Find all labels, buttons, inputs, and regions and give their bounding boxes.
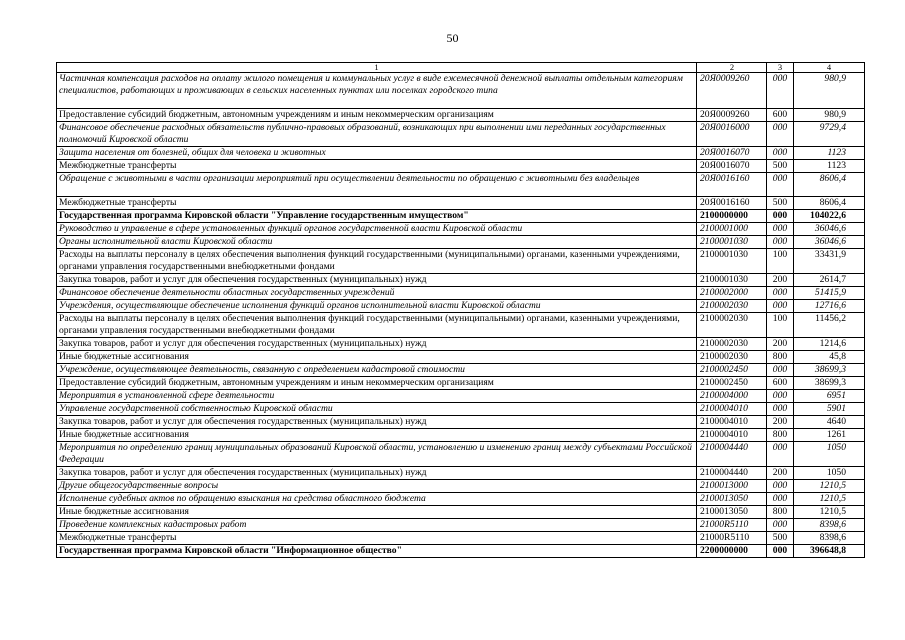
row-type: 200 (767, 467, 794, 480)
row-name: Проведение комплексных кадастровых работ (57, 519, 697, 532)
row-code: 2100002030 (697, 351, 767, 364)
table-row (57, 223, 865, 236)
table-row (57, 122, 865, 147)
header-col-4: 4 (794, 63, 865, 73)
row-type: 600 (767, 109, 794, 122)
row-amount: 8606,4 (794, 173, 865, 197)
row-code: 21000R5110 (697, 532, 767, 545)
row-code: 20Я0016070 (697, 160, 767, 173)
table-row (57, 160, 865, 173)
table-row (57, 519, 865, 532)
row-code: 2100004000 (697, 390, 767, 403)
row-code: 2100013050 (697, 506, 767, 519)
row-name: Учреждения, осуществляющие обеспечение исполнения функций органов исполнительной власти Кировской области (57, 300, 697, 313)
row-code: 21000R5110 (697, 519, 767, 532)
row-name: Государственная программа Кировской области "Информационное общество" (57, 545, 697, 558)
table-row (57, 403, 865, 416)
table-row (57, 480, 865, 493)
row-code: 2100013000 (697, 480, 767, 493)
row-type: 000 (767, 480, 794, 493)
row-name: Руководство и управление в сфере установленных функций органов государственной власти Кировской области (57, 223, 697, 236)
row-type: 000 (767, 122, 794, 147)
row-amount: 36046,6 (794, 223, 865, 236)
row-type: 000 (767, 493, 794, 506)
table-header-row (57, 63, 865, 73)
table-row (57, 147, 865, 160)
row-amount: 51415,9 (794, 287, 865, 300)
row-name: Иные бюджетные ассигнования (57, 429, 697, 442)
row-code: 20Я0016160 (697, 173, 767, 197)
row-type: 000 (767, 73, 794, 109)
row-amount: 1050 (794, 467, 865, 480)
table-row (57, 338, 865, 351)
row-name: Органы исполнительной власти Кировской области (57, 236, 697, 249)
row-type: 000 (767, 442, 794, 467)
row-type: 000 (767, 300, 794, 313)
row-type: 800 (767, 506, 794, 519)
row-amount: 38699,3 (794, 364, 865, 377)
row-code: 2100004010 (697, 416, 767, 429)
table-row (57, 416, 865, 429)
row-type: 000 (767, 210, 794, 223)
row-amount: 1214,6 (794, 338, 865, 351)
row-type: 000 (767, 364, 794, 377)
row-name: Частичная компенсация расходов на оплату жилого помещения и коммунальных услуг в виде ежемесячной денежной выплаты отдельным категориям специалистов, работающих и проживающих в сельских населенных пунктах или поселках городского типа (57, 73, 697, 109)
row-code: 20Я0016070 (697, 147, 767, 160)
row-amount: 104022,6 (794, 210, 865, 223)
table-row (57, 467, 865, 480)
row-code: 2100002000 (697, 287, 767, 300)
row-name: Предоставление субсидий бюджетным, автономным учреждениям и иным некоммерческим организациям (57, 109, 697, 122)
row-type: 000 (767, 287, 794, 300)
table-row (57, 300, 865, 313)
row-amount: 980,9 (794, 73, 865, 109)
row-code: 2100002450 (697, 364, 767, 377)
row-name: Учреждение, осуществляющее деятельность, связанную с определением кадастровой стоимости (57, 364, 697, 377)
row-code: 2100002030 (697, 338, 767, 351)
row-amount: 1261 (794, 429, 865, 442)
row-code: 2100004440 (697, 442, 767, 467)
row-amount: 1123 (794, 147, 865, 160)
row-type: 500 (767, 197, 794, 210)
header-col-3: 3 (767, 63, 794, 73)
row-code: 2100001030 (697, 236, 767, 249)
table-row (57, 197, 865, 210)
header-col-2: 2 (697, 63, 767, 73)
row-amount: 1210,5 (794, 493, 865, 506)
row-amount: 2614,7 (794, 274, 865, 287)
table-row (57, 73, 865, 109)
table-row (57, 236, 865, 249)
row-amount: 12716,6 (794, 300, 865, 313)
row-type: 000 (767, 519, 794, 532)
table-row (57, 364, 865, 377)
row-type: 500 (767, 532, 794, 545)
row-name: Межбюджетные трансферты (57, 197, 697, 210)
row-amount: 9729,4 (794, 122, 865, 147)
row-code: 20Я0009260 (697, 109, 767, 122)
row-name: Другие общегосударственные вопросы (57, 480, 697, 493)
row-amount: 8398,6 (794, 519, 865, 532)
row-code: 2100004440 (697, 467, 767, 480)
row-type: 100 (767, 313, 794, 338)
table-row (57, 429, 865, 442)
row-type: 100 (767, 249, 794, 274)
row-code: 20Я0016000 (697, 122, 767, 147)
row-name: Предоставление субсидий бюджетным, автономным учреждениям и иным некоммерческим организациям (57, 377, 697, 390)
row-amount: 1210,5 (794, 506, 865, 519)
row-name: Закупка товаров, работ и услуг для обеспечения государственных (муниципальных) нужд (57, 274, 697, 287)
row-name: Мероприятия в установленной сфере деятельности (57, 390, 697, 403)
row-code: 2100004010 (697, 429, 767, 442)
budget-table (56, 62, 865, 558)
row-code: 20Я0016160 (697, 197, 767, 210)
row-name: Исполнение судебных актов по обращению взыскания на средства областного бюджета (57, 493, 697, 506)
row-name: Иные бюджетные ассигнования (57, 506, 697, 519)
row-amount: 1210,5 (794, 480, 865, 493)
table-row (57, 532, 865, 545)
row-type: 200 (767, 274, 794, 287)
row-name: Расходы на выплаты персоналу в целях обеспечения выполнения функций государственными (муниципальными) органами, казенными учреждениями, органами управления государственными внебюджетными фондами (57, 249, 697, 274)
row-name: Управление государственной собственностью Кировской области (57, 403, 697, 416)
row-amount: 5901 (794, 403, 865, 416)
row-type: 200 (767, 338, 794, 351)
row-amount: 36046,6 (794, 236, 865, 249)
header-col-1: 1 (57, 63, 697, 73)
table-row (57, 109, 865, 122)
row-code: 2100002030 (697, 300, 767, 313)
table-row (57, 390, 865, 403)
row-amount: 33431,9 (794, 249, 865, 274)
row-type: 500 (767, 160, 794, 173)
table-row (57, 287, 865, 300)
row-name: Закупка товаров, работ и услуг для обеспечения государственных (муниципальных) нужд (57, 467, 697, 480)
row-amount: 980,9 (794, 109, 865, 122)
table-row (57, 313, 865, 338)
row-code: 2100002450 (697, 377, 767, 390)
row-name: Защита населения от болезней, общих для человека и животных (57, 147, 697, 160)
row-name: Закупка товаров, работ и услуг для обеспечения государственных (муниципальных) нужд (57, 416, 697, 429)
row-code: 20Я0009260 (697, 73, 767, 109)
row-amount: 11456,2 (794, 313, 865, 338)
table-row (57, 506, 865, 519)
row-name: Финансовое обеспечение деятельности областных государственных учреждений (57, 287, 697, 300)
row-type: 000 (767, 236, 794, 249)
row-code: 2100000000 (697, 210, 767, 223)
row-type: 000 (767, 545, 794, 558)
row-amount: 8606,4 (794, 197, 865, 210)
row-code: 2100004010 (697, 403, 767, 416)
row-type: 000 (767, 147, 794, 160)
table-row (57, 442, 865, 467)
row-type: 800 (767, 429, 794, 442)
row-type: 200 (767, 416, 794, 429)
table-row (57, 274, 865, 287)
row-code: 2100013050 (697, 493, 767, 506)
row-code: 2100002030 (697, 313, 767, 338)
row-name: Закупка товаров, работ и услуг для обеспечения государственных (муниципальных) нужд (57, 338, 697, 351)
page-number: 50 (446, 31, 459, 45)
row-amount: 1123 (794, 160, 865, 173)
row-amount: 6951 (794, 390, 865, 403)
row-type: 600 (767, 377, 794, 390)
table-row (57, 377, 865, 390)
row-amount: 45,8 (794, 351, 865, 364)
row-name: Межбюджетные трансферты (57, 160, 697, 173)
row-amount: 8398,6 (794, 532, 865, 545)
row-type: 000 (767, 223, 794, 236)
row-amount: 38699,3 (794, 377, 865, 390)
table-row (57, 493, 865, 506)
row-amount: 4640 (794, 416, 865, 429)
row-type: 000 (767, 173, 794, 197)
row-name: Межбюджетные трансферты (57, 532, 697, 545)
row-name: Мероприятия по определению границ муниципальных образований Кировской области, установлению и изменению границ между субъектами Российской Федерации (57, 442, 697, 467)
row-code: 2100001030 (697, 249, 767, 274)
row-type: 000 (767, 390, 794, 403)
row-type: 800 (767, 351, 794, 364)
table-row (57, 545, 865, 558)
row-name: Обращение с животными в части организации мероприятий при осуществлении деятельности по обращению с животными без владельцев (57, 173, 697, 197)
row-name: Расходы на выплаты персоналу в целях обеспечения выполнения функций государственными (муниципальными) органами, казенными учреждениями, органами управления государственными внебюджетными фондами (57, 313, 697, 338)
row-name: Иные бюджетные ассигнования (57, 351, 697, 364)
table-row (57, 173, 865, 197)
row-name: Государственная программа Кировской области "Управление государственным имуществом" (57, 210, 697, 223)
table-row (57, 210, 865, 223)
row-code: 2200000000 (697, 545, 767, 558)
row-amount: 396648,8 (794, 545, 865, 558)
row-amount: 1050 (794, 442, 865, 467)
row-code: 2100001030 (697, 274, 767, 287)
row-code: 2100001000 (697, 223, 767, 236)
budget-table-body (57, 63, 865, 558)
row-name: Финансовое обеспечение расходных обязательств публично-правовых образований, возникающих при выполнении ими переданных государственных полномочий Кировской области (57, 122, 697, 147)
table-row (57, 351, 865, 364)
table-row (57, 249, 865, 274)
row-type: 000 (767, 403, 794, 416)
